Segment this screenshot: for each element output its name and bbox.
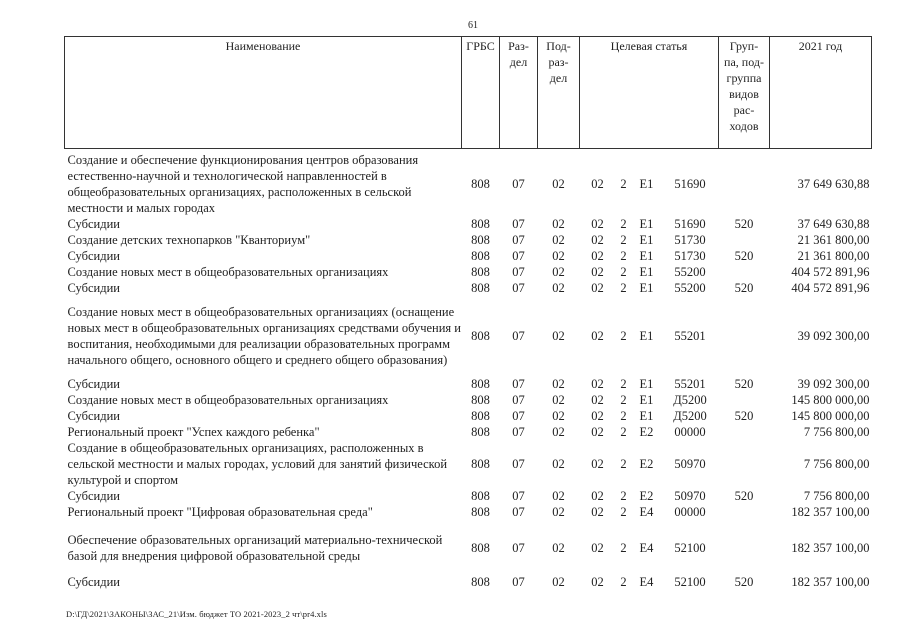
row-target-program: 02 (591, 409, 604, 423)
row-target-project: Е1 (639, 265, 654, 279)
row-podrazdel: 02 (552, 281, 565, 295)
row-expense-type: 520 (734, 489, 754, 503)
row-target-program: 02 (591, 505, 604, 519)
row-amount: 21 361 800,00 (797, 249, 870, 263)
row-podrazdel: 02 (552, 249, 565, 263)
row-razdel: 07 (512, 377, 525, 391)
row-target-subprogram: 2 (620, 177, 627, 191)
row-target-project: Е1 (639, 393, 654, 407)
row-target-project: Е4 (639, 541, 654, 555)
row-grbs: 808 (471, 329, 490, 343)
header-year-2021: 2021 год (770, 37, 872, 149)
row-target-subprogram: 2 (620, 489, 627, 503)
row-target-subprogram: 2 (620, 249, 627, 263)
row-razdel: 07 (512, 425, 525, 439)
row-target-subprogram: 2 (620, 425, 627, 439)
table-row (65, 520, 872, 568)
row-expense-type: 520 (734, 249, 754, 263)
row-razdel: 07 (512, 409, 525, 423)
row-podrazdel: 02 (552, 505, 565, 519)
row-expense-type (719, 424, 770, 440)
row-podrazdel: 02 (552, 457, 565, 471)
row-grbs: 808 (471, 541, 490, 555)
row-target-project: Е2 (639, 489, 654, 503)
row-amount: 182 357 100,00 (791, 505, 870, 519)
row-target-code: 55201 (674, 377, 706, 391)
row-name: Создание детских технопарков "Кванториум" (67, 233, 311, 247)
row-amount: 182 357 100,00 (791, 575, 870, 589)
row-podrazdel: 02 (552, 541, 565, 555)
row-target-program: 02 (591, 541, 604, 555)
row-target-code: 52100 (674, 575, 706, 589)
row-target-program: 02 (591, 329, 604, 343)
row-target-program: 02 (591, 281, 604, 295)
row-target-project: Е4 (639, 505, 654, 519)
row-name: Субсидии (67, 409, 120, 423)
row-expense-type: 520 (734, 281, 754, 295)
row-razdel: 07 (512, 457, 525, 471)
row-amount: 182 357 100,00 (791, 541, 870, 555)
row-podrazdel: 02 (552, 489, 565, 503)
row-target-project: Е1 (639, 177, 654, 191)
row-name: Субсидии (67, 249, 120, 263)
row-razdel: 07 (512, 505, 525, 519)
row-razdel: 07 (512, 265, 525, 279)
table-row (65, 149, 872, 217)
row-expense-type (719, 520, 770, 568)
row-target-subprogram: 2 (620, 575, 627, 589)
row-razdel: 07 (512, 329, 525, 343)
row-amount: 7 756 800,00 (803, 425, 870, 439)
row-name: Создание новых мест в общеобразовательных организациях (67, 393, 389, 407)
row-target-subprogram: 2 (620, 281, 627, 295)
row-target-project: Е2 (639, 425, 654, 439)
row-target-subprogram: 2 (620, 265, 627, 279)
row-grbs: 808 (471, 409, 490, 423)
row-expense-type (719, 504, 770, 520)
row-podrazdel: 02 (552, 329, 565, 343)
table-row (65, 296, 872, 376)
row-podrazdel: 02 (552, 393, 565, 407)
row-name: Региональный проект "Цифровая образовательная среда" (67, 505, 373, 519)
table-row (65, 376, 872, 392)
row-grbs: 808 (471, 217, 490, 231)
row-expense-type: 520 (734, 217, 754, 231)
row-target-project: Е1 (639, 217, 654, 231)
row-razdel: 07 (512, 393, 525, 407)
row-name: Субсидии (67, 217, 120, 231)
table-row (65, 248, 872, 264)
header-expense-group: Груп- па, под- группа видов рас- ходов (719, 37, 770, 149)
row-amount: 37 649 630,88 (797, 217, 870, 231)
row-target-code: 50970 (674, 489, 706, 503)
row-target-project: Е1 (639, 233, 654, 247)
row-amount: 39 092 300,00 (797, 329, 870, 343)
row-target-subprogram: 2 (620, 377, 627, 391)
table-row (65, 264, 872, 280)
row-target-code: 00000 (674, 505, 706, 519)
row-expense-type (719, 232, 770, 248)
row-target-code: 51690 (674, 217, 706, 231)
row-target-program: 02 (591, 177, 604, 191)
row-podrazdel: 02 (552, 409, 565, 423)
row-razdel: 07 (512, 177, 525, 191)
row-target-subprogram: 2 (620, 409, 627, 423)
row-grbs: 808 (471, 393, 490, 407)
row-target-code: Д5200 (673, 393, 707, 407)
row-podrazdel: 02 (552, 575, 565, 589)
row-podrazdel: 02 (552, 217, 565, 231)
row-amount: 21 361 800,00 (797, 233, 870, 247)
table-row (65, 280, 872, 296)
row-grbs: 808 (471, 425, 490, 439)
row-target-program: 02 (591, 457, 604, 471)
table-row (65, 568, 872, 590)
row-name: Субсидии (67, 281, 120, 295)
row-target-project: Е1 (639, 409, 654, 423)
row-amount: 7 756 800,00 (803, 489, 870, 503)
row-target-code: Д5200 (673, 409, 707, 423)
row-name: Обеспечение образовательных организаций материально-технической базой для внедрения цифровой образовательной среды (67, 533, 443, 563)
header-target-article: Целевая статья (580, 37, 719, 149)
row-target-program: 02 (591, 425, 604, 439)
row-target-code: 51730 (674, 249, 706, 263)
table-row (65, 440, 872, 488)
header-grbs: ГРБС (462, 37, 500, 149)
row-target-subprogram: 2 (620, 393, 627, 407)
row-name: Создание новых мест в общеобразовательных организациях (оснащение новых мест в общеобразовательных организациях средствами обучения и воспитания, необходимыми для реализации образовательных программ начального общего, основного общего и среднего общего образования) (67, 305, 461, 367)
row-target-program: 02 (591, 265, 604, 279)
row-target-code: 55200 (674, 265, 706, 279)
row-target-subprogram: 2 (620, 329, 627, 343)
row-grbs: 808 (471, 377, 490, 391)
row-razdel: 07 (512, 489, 525, 503)
row-podrazdel: 02 (552, 377, 565, 391)
row-amount: 404 572 891,96 (791, 265, 870, 279)
row-amount: 145 800 000,00 (791, 409, 870, 423)
row-name: Субсидии (67, 377, 120, 391)
header-podrazdel: Под- раз- дел (538, 37, 580, 149)
row-grbs: 808 (471, 177, 490, 191)
row-razdel: 07 (512, 575, 525, 589)
row-target-project: Е4 (639, 575, 654, 589)
row-amount: 39 092 300,00 (797, 377, 870, 391)
row-target-program: 02 (591, 233, 604, 247)
row-podrazdel: 02 (552, 233, 565, 247)
row-target-project: Е1 (639, 377, 654, 391)
row-target-project: Е1 (639, 281, 654, 295)
row-name: Создание в общеобразовательных организациях, расположенных в сельской местности и малых городах, условий для занятий физической культурой и спортом (67, 441, 448, 487)
row-target-project: Е2 (639, 457, 654, 471)
row-target-code: 00000 (674, 425, 706, 439)
row-target-code: 50970 (674, 457, 706, 471)
row-target-project: Е1 (639, 249, 654, 263)
file-path-footer: D:\ГД\2021\ЗАКОНЫ\ЗАС_21\Изм. бюджет ТО 2021-2023_2 чт\pr4.xls (66, 609, 327, 619)
header-razdel: Раз- дел (500, 37, 538, 149)
row-podrazdel: 02 (552, 425, 565, 439)
row-podrazdel: 02 (552, 265, 565, 279)
row-target-code: 55200 (674, 281, 706, 295)
row-target-program: 02 (591, 393, 604, 407)
row-razdel: 07 (512, 281, 525, 295)
row-expense-type (719, 392, 770, 408)
row-target-program: 02 (591, 217, 604, 231)
row-amount: 7 756 800,00 (803, 457, 870, 471)
row-expense-type (719, 440, 770, 488)
row-grbs: 808 (471, 249, 490, 263)
row-grbs: 808 (471, 575, 490, 589)
row-name: Создание и обеспечение функционирования центров образования естественно-научной и технологической направленностей в общеобразовательных организациях, расположенных в сельской местности и малых городах (67, 153, 419, 215)
page-number: 61 (468, 20, 478, 31)
row-razdel: 07 (512, 541, 525, 555)
row-target-code: 51690 (674, 177, 706, 191)
row-grbs: 808 (471, 489, 490, 503)
row-grbs: 808 (471, 265, 490, 279)
table-row (65, 392, 872, 408)
row-target-code: 55201 (674, 329, 706, 343)
row-name: Создание новых мест в общеобразовательных организациях (67, 265, 389, 279)
row-target-program: 02 (591, 489, 604, 503)
budget-table (64, 36, 872, 590)
table-body (65, 149, 872, 591)
table-row (65, 424, 872, 440)
row-target-code: 51730 (674, 233, 706, 247)
row-target-subprogram: 2 (620, 457, 627, 471)
row-name: Региональный проект "Успех каждого ребенка" (67, 425, 320, 439)
row-target-program: 02 (591, 575, 604, 589)
row-amount: 404 572 891,96 (791, 281, 870, 295)
row-target-subprogram: 2 (620, 233, 627, 247)
row-name: Субсидии (67, 489, 120, 503)
table-row (65, 408, 872, 424)
row-razdel: 07 (512, 233, 525, 247)
row-expense-type: 520 (734, 377, 754, 391)
row-podrazdel: 02 (552, 177, 565, 191)
row-razdel: 07 (512, 217, 525, 231)
row-grbs: 808 (471, 233, 490, 247)
row-target-subprogram: 2 (620, 505, 627, 519)
row-target-subprogram: 2 (620, 541, 627, 555)
row-expense-type (719, 296, 770, 376)
table-row (65, 232, 872, 248)
row-target-project: Е1 (639, 329, 654, 343)
row-expense-type (719, 264, 770, 280)
row-target-code: 52100 (674, 541, 706, 555)
table-row (65, 488, 872, 504)
row-expense-type: 520 (734, 575, 754, 589)
row-razdel: 07 (512, 249, 525, 263)
header-name: Наименование (65, 37, 462, 149)
row-grbs: 808 (471, 281, 490, 295)
row-expense-type (719, 149, 770, 217)
table-row (65, 504, 872, 520)
row-grbs: 808 (471, 505, 490, 519)
row-grbs: 808 (471, 457, 490, 471)
row-target-program: 02 (591, 249, 604, 263)
row-amount: 145 800 000,00 (791, 393, 870, 407)
row-amount: 37 649 630,88 (797, 177, 870, 191)
row-expense-type: 520 (734, 409, 754, 423)
row-target-program: 02 (591, 377, 604, 391)
row-name: Субсидии (67, 575, 120, 589)
row-target-subprogram: 2 (620, 217, 627, 231)
table-row (65, 216, 872, 232)
